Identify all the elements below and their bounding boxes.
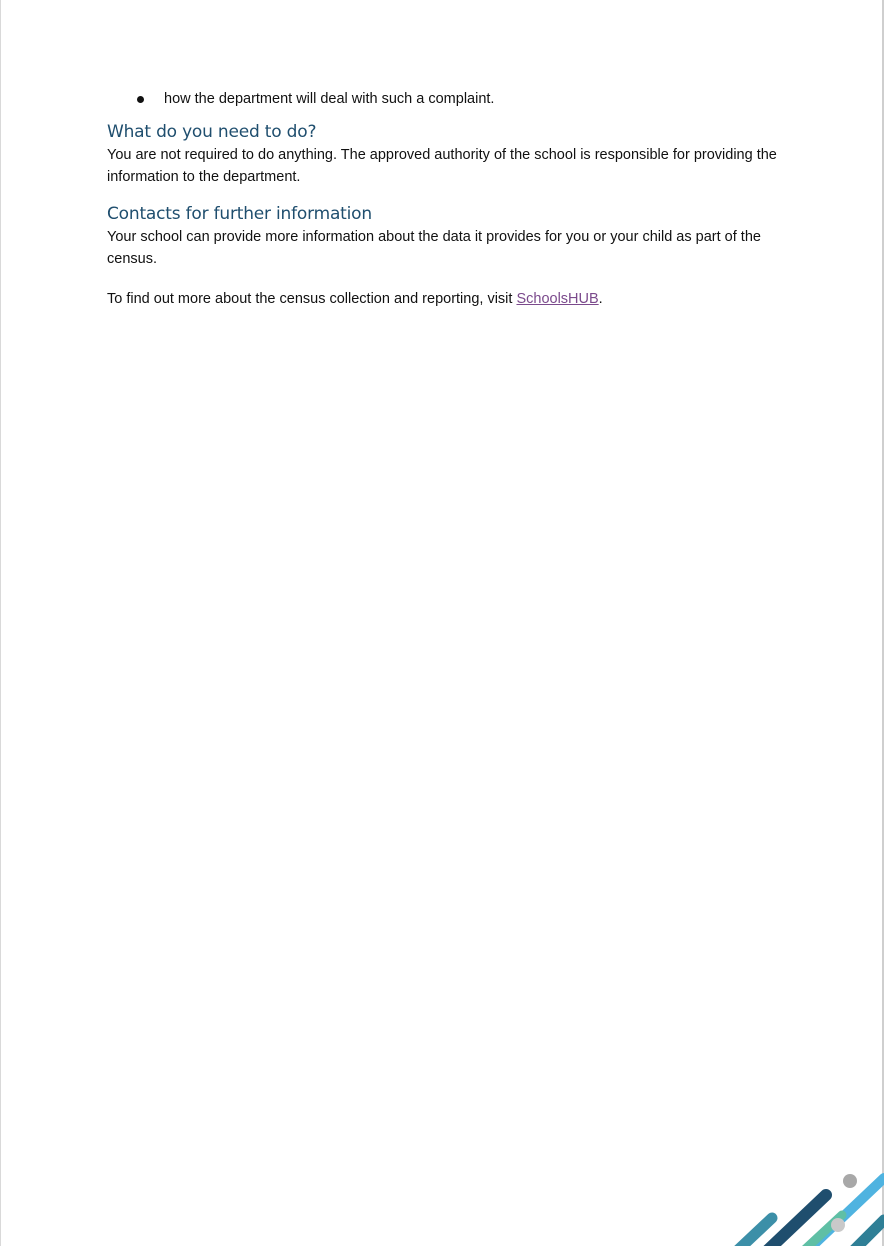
closing-text: To find out more about the census collection and reporting, visit: [107, 291, 517, 307]
stripe-teal-right: [852, 1220, 884, 1246]
bullet-list: [107, 88, 787, 110]
section-what-to-do: [107, 120, 787, 188]
closing-paragraph: [107, 288, 787, 310]
document-body: [107, 88, 787, 310]
corner-decoration-graphic: [734, 1166, 884, 1246]
stripe-teal: [738, 1218, 772, 1246]
section-paragraph: Your school can provide more information about the data it provides for you or your child as part of the census.: [107, 229, 761, 267]
section-contacts: [107, 202, 787, 270]
list-item: [107, 88, 787, 110]
closing-suffix: .: [598, 291, 603, 307]
grey-dot-top: [843, 1174, 857, 1188]
section-paragraph: You are not required to do anything. The approved authority of the school is responsible for providing the information to the department.: [107, 147, 777, 185]
schoolshub-link[interactable]: SchoolsHUB: [516, 291, 599, 307]
page-border-left: [0, 0, 1, 1246]
bullet-text: how the department will deal with such a complaint.: [164, 91, 495, 107]
section-heading: Contacts for further information: [107, 204, 372, 224]
section-heading: What do you need to do?: [107, 122, 317, 142]
bullet-icon: [137, 96, 144, 103]
grey-dot-bottom: [831, 1218, 845, 1232]
